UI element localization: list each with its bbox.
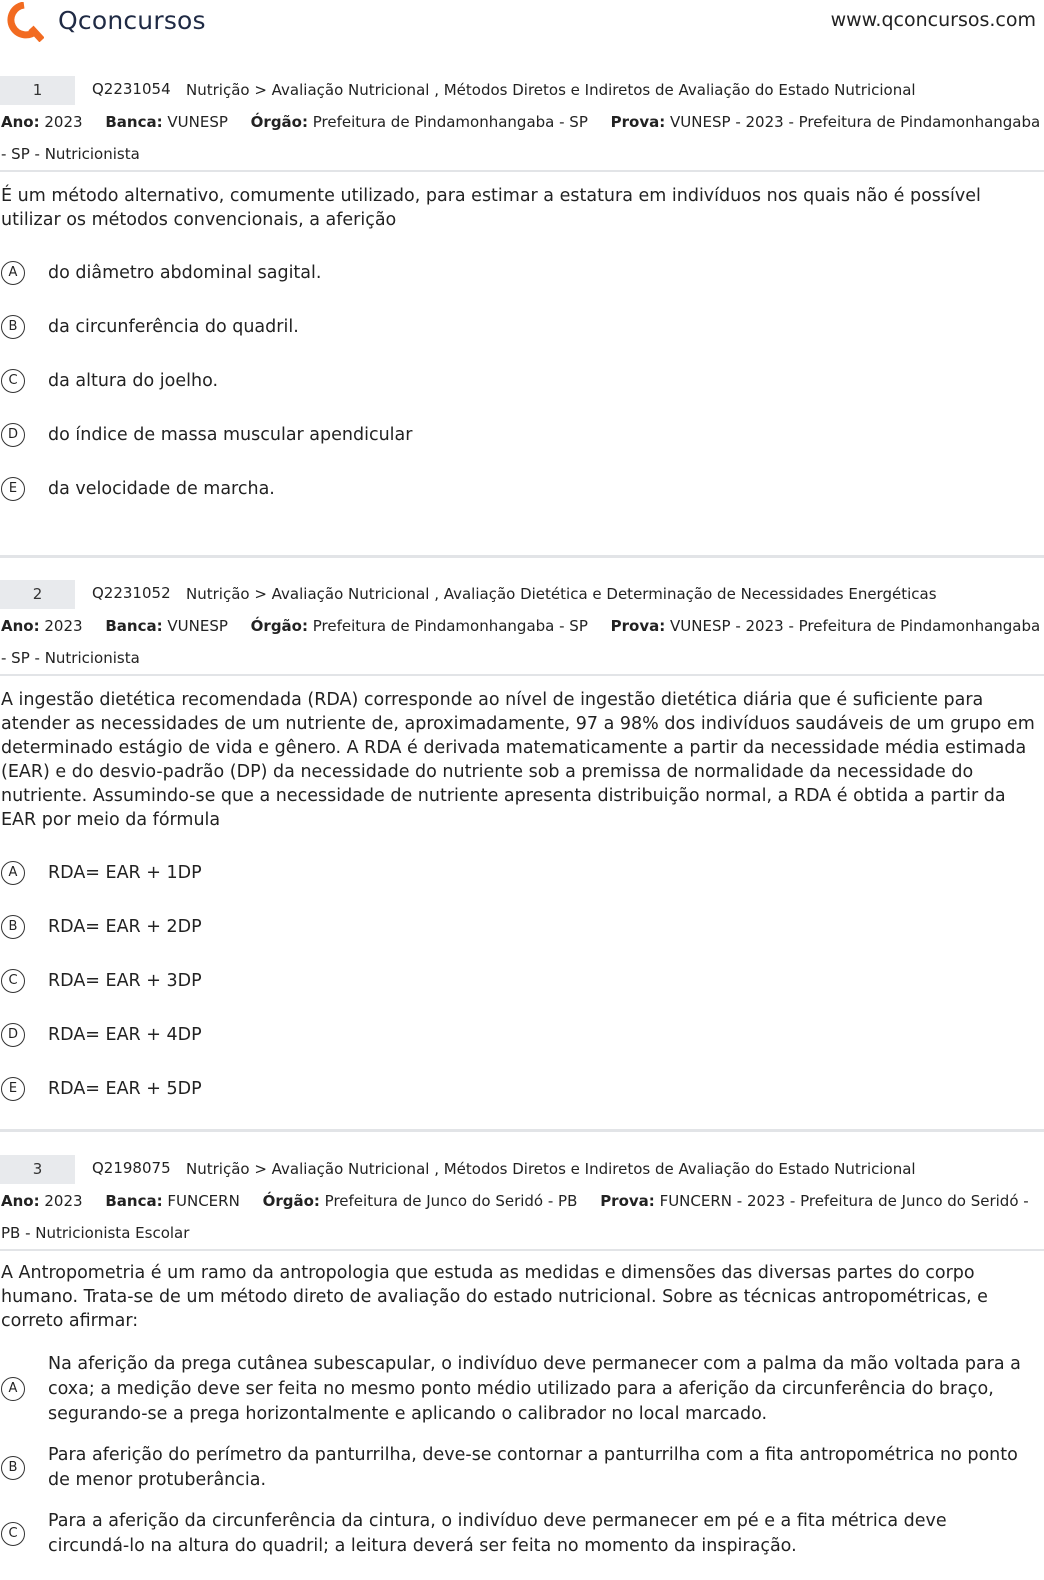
alternative-letter-icon[interactable]: B <box>1 315 25 339</box>
banca-label: Banca: <box>105 1192 163 1210</box>
orgao-value: Prefeitura de Pindamonhangaba - SP <box>312 113 588 131</box>
alternative-option[interactable] <box>0 1343 1044 1435</box>
alternative-option[interactable] <box>0 1501 1044 1567</box>
prova-label: Prova: <box>600 1192 655 1210</box>
site-url[interactable]: www.qconcursos.com <box>830 9 1036 31</box>
alternative-text: da circunferência do quadril. <box>48 316 299 337</box>
question-subject: Nutrição > Avaliação Nutricional , Métodos Diretos e Indiretos de Avaliação do Estado Nutricional <box>186 81 916 99</box>
question-header <box>0 1155 1044 1185</box>
page-header <box>0 0 1044 46</box>
alternative-letter-icon[interactable]: C <box>1 369 25 393</box>
question-id[interactable]: Q2231052 <box>92 584 171 602</box>
alternative-option[interactable] <box>0 300 1044 354</box>
ano-value: 2023 <box>44 1192 83 1210</box>
orgao-value: Prefeitura de Pindamonhangaba - SP <box>312 617 588 635</box>
banca-label: Banca: <box>105 113 163 131</box>
question-separator <box>0 555 1044 558</box>
ano-value: 2023 <box>44 113 83 131</box>
alternative-option[interactable] <box>0 1008 1044 1062</box>
alternative-option[interactable] <box>0 354 1044 408</box>
alternative-text: RDA= EAR + 5DP <box>48 1078 202 1099</box>
question-meta <box>0 1185 1044 1249</box>
alternative-letter-icon[interactable]: A <box>1 261 25 285</box>
alternatives-list <box>0 246 1044 516</box>
prova-label: Prova: <box>610 113 666 131</box>
alternative-option[interactable] <box>0 462 1044 516</box>
alternative-text: da altura do joelho. <box>48 370 219 391</box>
orgao-value: Prefeitura de Junco do Seridó - PB <box>324 1192 578 1210</box>
alternative-option[interactable] <box>0 408 1044 462</box>
question-statement: É um método alternativo, comumente utilizado, para estimar a estatura em indivíduos nos quais não é possível utilizar os métodos convencionais, a aferição <box>1 186 981 230</box>
question-header <box>0 76 1044 106</box>
question-number: 1 <box>0 76 75 105</box>
logo-text[interactable]: Qconcursos <box>58 6 206 35</box>
alternative-letter-icon[interactable]: E <box>1 477 25 501</box>
alternative-letter-icon[interactable]: E <box>1 1077 25 1101</box>
alternative-text: Para aferição do perímetro da panturrilha, deve-se contornar a panturrilha com a fita antropométrica no ponto de menor protuberância. <box>48 1445 1018 1490</box>
question-id[interactable]: Q2231054 <box>92 80 171 98</box>
alternative-text: RDA= EAR + 1DP <box>48 862 202 883</box>
orgao-label: Órgão: <box>262 1192 320 1210</box>
alternative-letter-icon[interactable]: A <box>1 861 25 885</box>
divider <box>0 170 1044 172</box>
question-card <box>0 580 1044 1116</box>
prova-value: VUNESP - 2023 - Prefeitura de Pindamonhangaba - SP - Nutricionista <box>1 617 1041 667</box>
question-statement: A Antropometria é um ramo da antropologia que estuda as medidas e dimensões das diversas partes do corpo humano. Trata-se de um método direto de avaliação do estado nutricional. Sobre as técnicas antropométricas, e correto afirmar: <box>1 1263 988 1331</box>
alternatives-list <box>0 846 1044 1116</box>
question-header <box>0 580 1044 610</box>
ano-label: Ano: <box>1 617 40 635</box>
question-card <box>0 1155 1044 1567</box>
question-id[interactable]: Q2198075 <box>92 1159 171 1177</box>
qconcursos-logo-icon[interactable] <box>4 2 44 42</box>
divider <box>0 674 1044 676</box>
alternative-option[interactable] <box>0 900 1044 954</box>
prova-value: FUNCERN - 2023 - Prefeitura de Junco do Seridó - PB - Nutricionista Escolar <box>1 1192 1029 1242</box>
banca-value: VUNESP <box>167 617 228 635</box>
alternative-text: RDA= EAR + 2DP <box>48 916 202 937</box>
divider <box>0 1249 1044 1251</box>
alternative-letter-icon[interactable]: A <box>1 1377 25 1401</box>
alternative-text: do índice de massa muscular apendicular <box>48 424 413 445</box>
alternative-option[interactable] <box>0 846 1044 900</box>
question-statement: A ingestão dietética recomendada (RDA) corresponde ao nível de ingestão dietética diária que é suficiente para atender as necessidades de um nutriente de, aproximadamente, 97 a 98% dos indivíduos saudáveis de um grupo em determinado estágio de vida e gênero. A RDA é derivada matematicamente a partir da necessidade média estimada (EAR) e do desvio-padrão (DP) da necessidade do nutriente sob a premissa de normalidade da necessidade do nutriente. Assumindo-se que a necessidade de nutriente apresenta distribuição normal, a RDA é obtida a partir da EAR por meio da fórmula <box>1 690 1035 830</box>
ano-label: Ano: <box>1 1192 40 1210</box>
prova-value: VUNESP - 2023 - Prefeitura de Pindamonhangaba - SP - Nutricionista <box>1 113 1041 163</box>
alternative-text: Para a aferição da circunferência da cintura, o indivíduo deve permanecer em pé e a fita métrica deve circundá-lo na altura do quadril; a leitura deverá ser feita no momento da inspiração. <box>48 1511 947 1556</box>
banca-value: FUNCERN <box>167 1192 240 1210</box>
question-separator <box>0 1129 1044 1132</box>
alternatives-list <box>0 1343 1044 1567</box>
alternative-letter-icon[interactable]: C <box>1 969 25 993</box>
ano-value: 2023 <box>44 617 83 635</box>
alternative-letter-icon[interactable]: B <box>1 1456 25 1480</box>
alternative-option[interactable] <box>0 1062 1044 1116</box>
prova-label: Prova: <box>610 617 666 635</box>
question-card <box>0 76 1044 516</box>
alternative-letter-icon[interactable]: D <box>1 423 25 447</box>
orgao-label: Órgão: <box>250 113 308 131</box>
question-subject: Nutrição > Avaliação Nutricional , Métodos Diretos e Indiretos de Avaliação do Estado Nutricional <box>186 1160 916 1178</box>
question-number: 3 <box>0 1155 75 1184</box>
alternative-letter-icon[interactable]: D <box>1 1023 25 1047</box>
alternative-letter-icon[interactable]: C <box>1 1522 25 1546</box>
alternative-option[interactable] <box>0 1435 1044 1501</box>
alternative-text: RDA= EAR + 4DP <box>48 1024 202 1045</box>
question-number: 2 <box>0 580 75 609</box>
banca-label: Banca: <box>105 617 163 635</box>
alternative-text: RDA= EAR + 3DP <box>48 970 202 991</box>
alternative-text: do diâmetro abdominal sagital. <box>48 262 322 283</box>
alternative-text: Na aferição da prega cutânea subescapular, o indivíduo deve permanecer com a palma da mão voltada para a coxa; a medição deve ser feita no mesmo ponto médio utilizado para a aferição da circunferência do braço, segurando-se a prega horizontalmente e aplicando o calibrador no local marcado. <box>48 1353 1021 1424</box>
question-meta <box>0 610 1044 674</box>
banca-value: VUNESP <box>167 113 228 131</box>
alternative-option[interactable] <box>0 246 1044 300</box>
alternative-text: da velocidade de marcha. <box>48 478 275 499</box>
alternative-letter-icon[interactable]: B <box>1 915 25 939</box>
orgao-label: Órgão: <box>250 617 308 635</box>
question-meta <box>0 106 1044 170</box>
question-subject: Nutrição > Avaliação Nutricional , Avaliação Dietética e Determinação de Necessidades Energéticas <box>186 585 937 603</box>
alternative-option[interactable] <box>0 954 1044 1008</box>
ano-label: Ano: <box>1 113 40 131</box>
